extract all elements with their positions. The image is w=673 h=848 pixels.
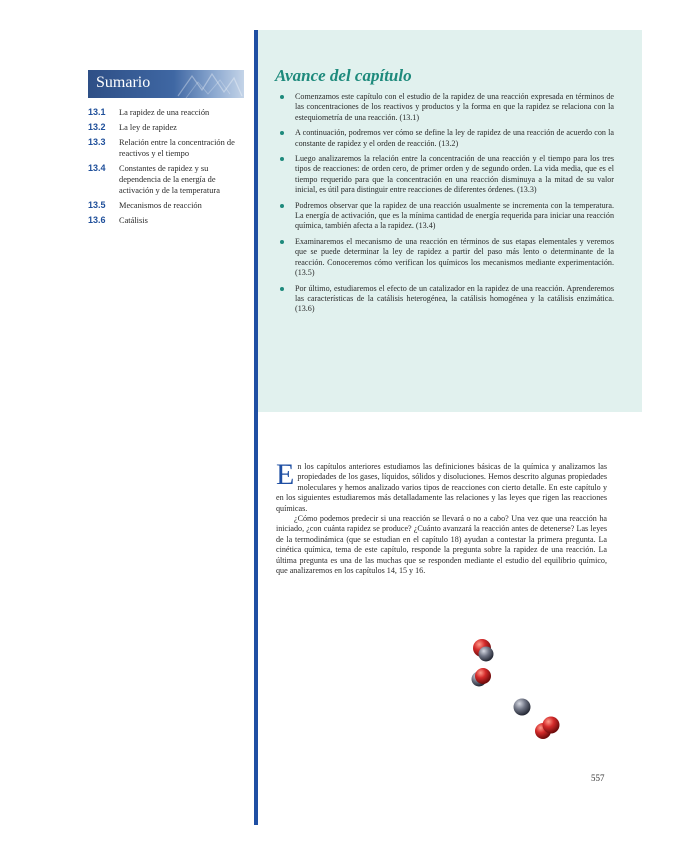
bullet-dot-icon [280, 240, 284, 244]
chapter-preview-list [276, 92, 614, 320]
preview-bullet-text: Examinaremos el mecanismo de una reacción en términos de sus etapas elementales y veremos que se puede determinar la ley de rapidez a partir del paso más lento o determinante de la reacción. Conoceremos cómo verifican los químicos los mecanismos mediante experimentación. (13.5) [295, 236, 614, 278]
sumario-list [88, 107, 238, 230]
preview-bullet-text: Podremos observar que la rapidez de una reacción usualmente se incrementa con la temperatura. La energía de activación, que es la mínima cantidad de energía requerida para iniciar una reacción química, también afecta a la rapidez. (13.4) [295, 200, 614, 231]
sumario-item-number: 13.2 [88, 122, 106, 132]
preview-bullet [276, 154, 614, 196]
chapter-preview-title: Avance del capítulo [275, 66, 412, 85]
sumario-item-number: 13.4 [88, 163, 106, 173]
bullet-dot-icon [280, 287, 284, 291]
sumario-item-number: 13.3 [88, 137, 106, 147]
sumario-item-label: Catálisis [119, 216, 148, 225]
preview-bullet-text: Por último, estudiaremos el efecto de un catalizador en la rapidez de una reacción. Aprenderemos las características de la catálisis heterogénea, la catálisis homogénea y la catálisis enzimática. (13.6) [295, 283, 614, 314]
intro-paragraph-text: n los capítulos anteriores estudiamos las definiciones básicas de la química y analizamos las propiedades de los gases, líquidos, sólidos y disoluciones. Hemos descrito algunas propiedades moleculares y hemos analizado varios tipos de reacciones con cierto detalle. En este capítulo y en los siguientes estudiaremos más detalladamente las relaciones y las leyes que rigen las reacciones químicas. [276, 462, 607, 513]
bullet-dot-icon [280, 95, 284, 99]
no2-molecule [473, 639, 494, 662]
sumario-item[interactable] [88, 122, 238, 133]
sumario-item-number: 13.5 [88, 200, 106, 210]
preview-bullet [276, 92, 614, 123]
bullet-dot-icon [280, 157, 284, 161]
sumario-item-number: 13.6 [88, 215, 106, 225]
co-molecule [472, 668, 492, 687]
sumario-item[interactable] [88, 107, 238, 118]
intro-paragraph: ¿Cómo podemos predecir si una reacción se llevará o no a cabo? Una vez que una reacción ha iniciado, ¿con cuánta rapidez se produce? ¿Cuánto avanzará la reacción antes de detenerse? Las leyes de la termodinámica (que se estudian en el capítulo 18) ayudan a contestar la primera pregunta. La cinética química, tema de este capítulo, responde la pregunta sobre la rapidez de una reacción. La última pregunta es una de las muchas que se responden mediante el estudio del equilibrio químico, que analizaremos en los capítulos 14, 15 y 16. [276, 514, 607, 576]
bullet-dot-icon [280, 204, 284, 208]
sumario-title: Sumario [96, 74, 151, 91]
sumario-item-label: Constantes de rapidez y su dependencia de la energía de activación y de la temperatura [119, 164, 220, 195]
preview-bullet [276, 237, 614, 279]
preview-bullet [276, 201, 614, 232]
molecules-illustration [465, 634, 565, 744]
preview-bullet-text: Comenzamos este capítulo con el estudio de la rapidez de una reacción expresada en términos de las concentraciones de los reactivos y productos y la forma en que la rapidez se relaciona con la estequiometría de una reacción. (13.1) [295, 92, 614, 122]
sumario-item[interactable] [88, 215, 238, 226]
sumario-item-label: La rapidez de una reacción [119, 108, 210, 117]
intro-paragraph [276, 458, 607, 514]
bullet-dot-icon [280, 131, 284, 135]
sumario-header [88, 70, 244, 98]
page-number: 557 [591, 773, 605, 783]
sumario-item[interactable] [88, 137, 238, 159]
preview-bullet [276, 128, 614, 149]
sumario-item[interactable] [88, 163, 238, 196]
chapter-intro [276, 458, 607, 576]
co2-molecule [535, 717, 560, 740]
sumario-item-label: Relación entre la concentración de reactivos y el tiempo [119, 138, 235, 158]
sumario-decoration [172, 70, 244, 98]
preview-bullet-text: A continuación, podremos ver cómo se define la ley de rapidez de una reacción de acuerdo con la constante de rapidez y el orden de reacción. (13.2) [295, 128, 614, 148]
drop-cap: E [276, 458, 295, 491]
no-molecule [514, 699, 531, 716]
sumario-item[interactable] [88, 200, 238, 211]
preview-bullet-text: Luego analizaremos la relación entre la concentración de una reacción y el tiempo para los tres tipos de reacciones: de orden cero, de primer orden y de segundo orden. La vida media, que es el tiempo requerido para que la concentración en una reacción disminuya a la mitad de su valor inicial, es útil para distinguir entre reacciones de diferentes órdenes. (13.3) [295, 154, 614, 195]
sumario-item-label: La ley de rapidez [119, 123, 177, 132]
sumario-item-number: 13.1 [88, 107, 106, 117]
sumario-item-label: Mecanismos de reacción [119, 201, 202, 210]
preview-bullet [276, 284, 614, 315]
